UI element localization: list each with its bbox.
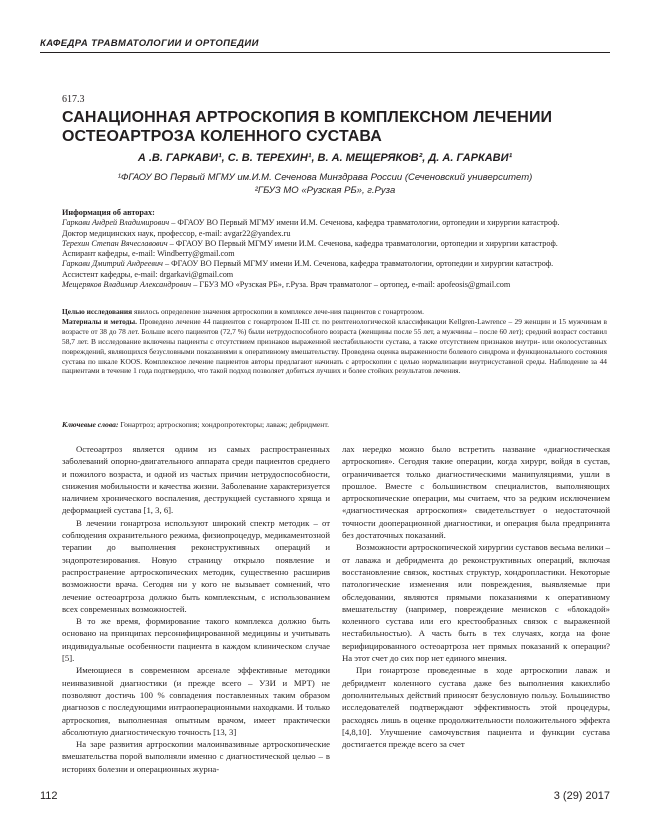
affiliation-2: ²ГБУЗ МО «Рузская РБ», г.Руза [254,185,396,196]
author-name: Гаркави Дмитрий Андреевич [62,259,163,269]
authors-info [62,208,607,290]
author-name: Гаркави Андрей Владимирович [62,218,170,228]
author-text: – ФГАОУ ВО Первый МГМУ имени И.М. Сеченова, кафедра травматологии, ортопедии и хирургии катастроф. [167,238,558,248]
author-name: Мещеряков Владимир Александрович [62,280,192,290]
issue-number: 3 (29) 2017 [553,790,610,802]
author-entry [62,270,607,280]
author-entry [62,280,607,290]
running-header: КАФЕДРА ТРАВМАТОЛОГИИ И ОРТОПЕДИИ [40,38,259,49]
aim-text: явилось определение значения артроскопии в комплексе лече-ния пациентов с гонартрозом. [132,307,424,316]
author-text: – ГБУЗ МО «Рузская РБ», г.Руза. Врач травматолог – ортопед, e-mail: apofeosis@gmail.com [191,280,511,290]
author-text: Аспирант кафедры, e-mail: Windberry@gmail.com [62,249,235,259]
methods-label: Материалы и методы. [62,316,138,326]
title-line-1: САНАЦИОННАЯ АРТРОСКОПИЯ В КОМПЛЕКСНОМ ЛЕЧЕНИИ [62,109,553,126]
abstract-methods [62,317,607,376]
author-entry [62,218,607,228]
paragraph: На заре развития артроскопии малоинвазивные артроскопические вмешательства порой выполняли именно с диагностической целью – в историях болезни и операционных журна- [62,739,330,774]
paragraph: В то же время, формирование такого комплекса должно быть основано на принципах персонифицированной медицины и учитывать индивидуальные особенности пациента в каждом клиническом случае [5]. [62,616,330,664]
abstract-aim [62,307,607,317]
page-number: 112 [40,790,58,802]
article-title [62,108,582,146]
paragraph: В лечении гонартроза используют широкий спектр методик – от соблюдения охранительного режима, физиопроцедур, медикаментозной терапии до выполнения реконструктивных операций и эндопротезирования. Новую страницу открыло появление и распространение артроскопических методик, существенно расширив возможности врача. Сегодня ни у кого не вызывает сомнений, что лечение остеоартроза должно быть комплексным, с использованием всех современных возможностей. [62,517,330,614]
abstract [62,307,607,376]
keywords [62,420,607,429]
author-entry [62,239,607,249]
aim-label: Целью исследования [62,307,133,316]
author-text: Доктор медицинских наук, профессор, e-mail: avgar22@yandex.ru [62,228,291,238]
authors-line: А .В. ГАРКАВИ¹, С. В. ТЕРЕХИН¹, В. А. МЕЩЕРЯКОВ², Д. А. ГАРКАВИ¹ [137,152,513,164]
author-text: Ассистент кафедры, e-mail: drgarkavi@gmail.com [62,269,234,279]
keywords-label: Ключевые слова: [62,420,119,429]
title-line-2: ОСТЕОАРТРОЗА КОЛЕННОГО СУСТАВА [62,128,382,145]
paragraph: Имеющиеся в современном арсенале эффективные методики неинвазивной диагностики (и прежде всего – УЗИ и МРТ) не позволяют достичь 100 % совпадения поставленных таким образом диагнозов с последующими интраоперационными находками. И только артроскопия, выполненная опытным врачом, имеет практически абсолютную диагностическую точность [13, 3] [62,665,330,737]
author-name: Терехин Степан Вячеславович [62,238,168,248]
author-entry [62,249,607,259]
body-column-right [342,443,610,750]
paragraph: Возможности артроскопической хирургии суставов весьма велики – от лаважа и дебридмента до реконструктивных операций, включая восстановление связок, костных структур, хондропластики. Некоторые патологические изменения или повреждения, выявляемые при обследовании, являются прямыми показаниями к оперативному вмешательству (например, повреждение менисков с «блокадой» коленного сустава или его крестообразных связок с выраженной нестабильностью). А часть быть в тех случаях, когда на фоне верифицированного остеоартроза нет прямых показаний к операции? На этот счет до сих пор нет единого мнения. [342,542,610,664]
author-text: – ФГАОУ ВО Первый МГМУ имени И.М. Сеченова, кафедра травматологии, ортопедии и хирургии катастроф. [162,259,554,269]
paragraph: При гонартрозе проведенные в ходе артроскопии лаваж и дебридмент коленного сустава даже без выполнения какихлибо дополнительных действий приносят безусловную пользу. Большинство исследователей подтверждают эффективность этой процедуры, расходясь лишь в оценке продолжительности положительного эффекта [4,8,10]. Улучшение самочувствия пациента и функции сустава достигается прежде всего за счет [342,665,610,750]
methods-text: Проведено лечение 44 пациентов с гонартрозом II-III ст. по рентгенологической классификации Kellgren-Lawrence – 29 женщин и 15 мужчинам в возрасте от 38 до 78 лет. Больше всего пациентов (72,7 %) были нетрудоспособного возраста (женщины после 55 лет, а мужчины – после 60 лет); средний возраст составил 58,7 лет. В исследование включены пациенты с отсутствием признаков выраженной нестабильности сустава, а также отсутствием признаков внутри- или околосуставных повреждений, являющихся безусловными показаниями к оперативному вмешательству. Проведена оценка выраженности болевого синдрома и функционального состояния сустава по шкале KOOS. Комплексное лечение пациентов авторы предлагают начинать с артроскопии с целью нормализации внутрисуставной среды. Наблюдение за 44 пациентами в течение 1 года подтвердило, что такой подход позволяет добиться лучших и более стойких результатов лечения. [62,316,607,376]
author-entry [62,259,607,269]
body-column-left [62,443,330,775]
paragraph: Остеоартроз является одним из самых распространенных заболеваний опорно-двигательного аппарата среди пациентов среднего и пожилого возраста, и одной из частых причин нетрудоспособности, снижения мобильности и качества жизни. Заболевание характеризуется наличием хронического воспаления, деструкцией суставного хряща и деформацией сустава [1, 3, 6]. [62,444,330,516]
paragraph: лах нередко можно было встретить название «диагностическая артроскопия». Сегодня такие операции, когда хирург, войдя в сустав, ограничивается только диагностическими манипуляциями, ушли в прошлое. Вместе с большинством специалистов, выполняющих артроскопические операции, мы считаем, что за редким исключением «диагностическая артроскопия» свидетельствует о недостаточной точности дооперационной диагностики, и операция была предпринята без достаточных показаний. [342,444,610,541]
author-text: – ФГАОУ ВО Первый МГМУ имени И.М. Сеченова, кафедра травматологии, ортопедии и хирургии катастроф. [169,218,560,228]
udc-code: 617.3 [62,94,85,105]
header-rule [40,52,610,53]
author-entry [62,229,607,239]
affiliation-1: ¹ФГАОУ ВО Первый МГМУ им.И.М. Сеченова Минздрава России (Сеченовский университет) [117,172,533,183]
authors-info-heading: Информация об авторах: [62,208,155,217]
keywords-text: Гонартроз; артроскопия; хондропротекторы; лаваж; дебридмент. [118,420,329,429]
